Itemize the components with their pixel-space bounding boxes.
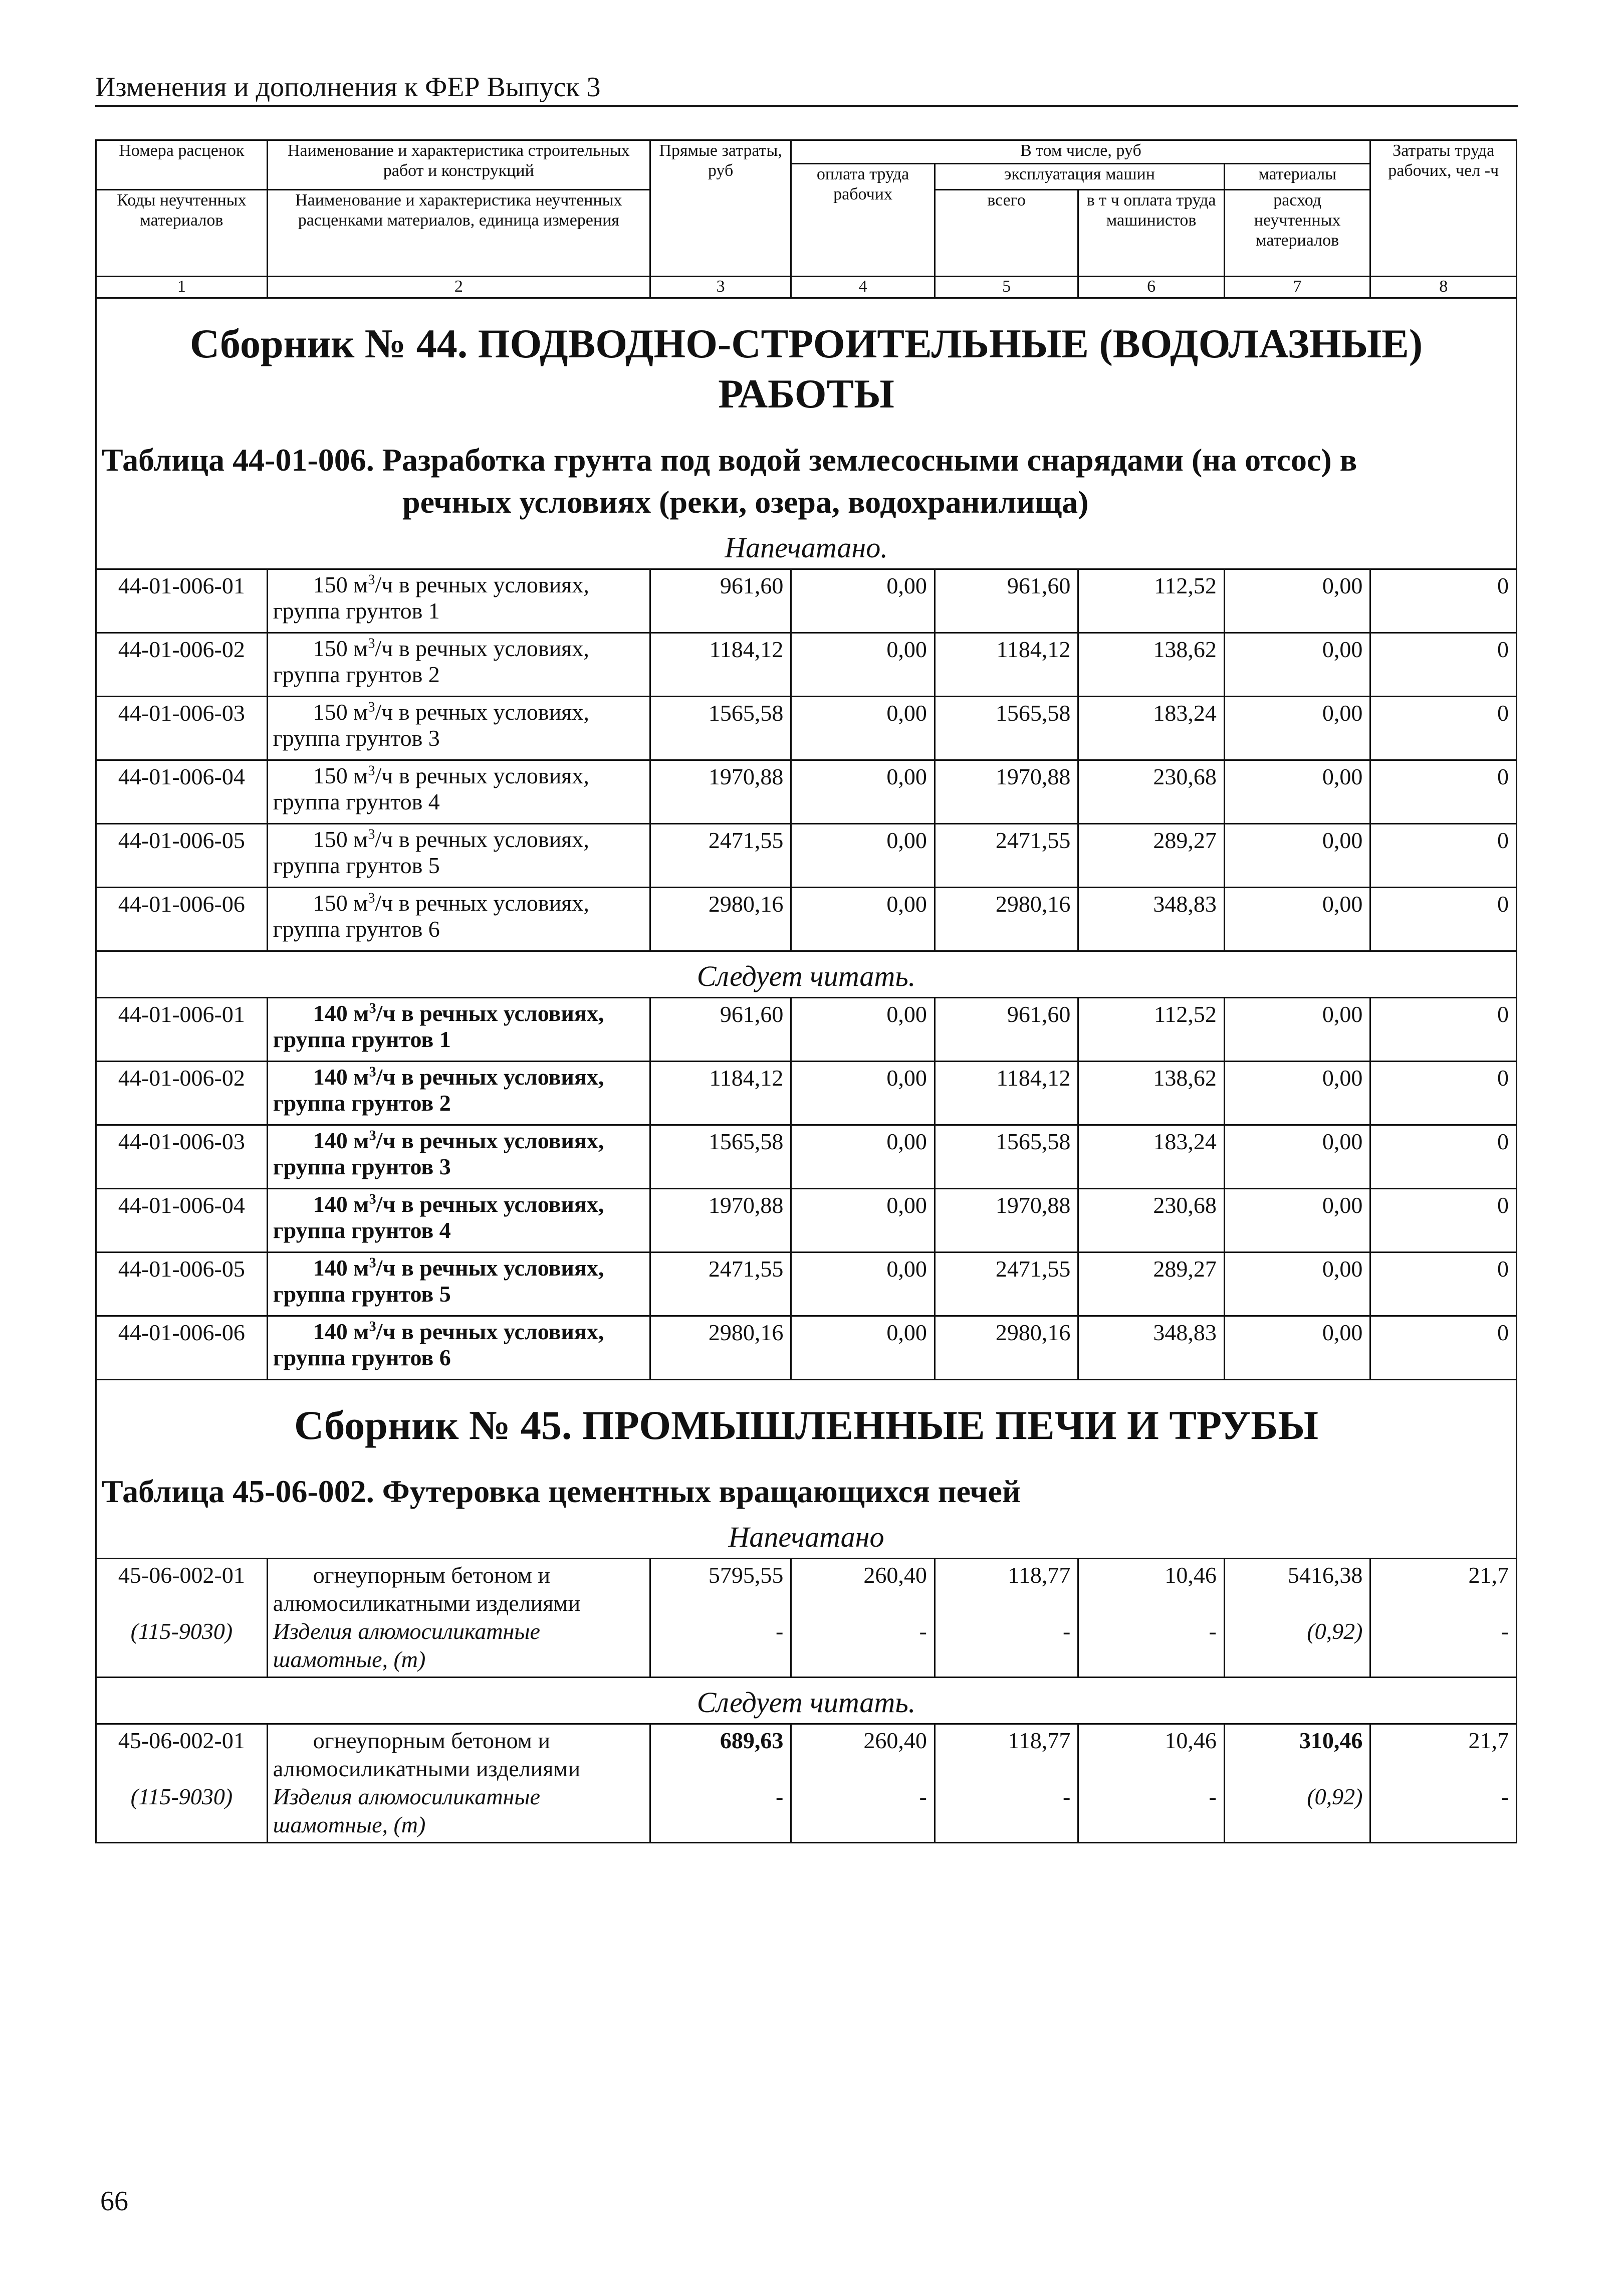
col8-header: Затраты труда рабочих, чел -ч	[1370, 140, 1517, 277]
work-description-line1	[273, 890, 644, 916]
material-row	[96, 1783, 1517, 1843]
machines-total: 2980,16	[935, 1316, 1078, 1380]
rate-code: 44-01-006-06	[96, 888, 268, 951]
direct-costs: 1970,88	[650, 760, 791, 824]
unit-rest: /ч в речных условиях,	[376, 1191, 604, 1217]
machines-total: 2471,55	[935, 824, 1078, 888]
table44-title	[102, 434, 1511, 523]
material-machinists-pay: -	[1078, 1783, 1225, 1843]
machinists-pay: 112,52	[1078, 998, 1225, 1062]
labor-pay: 0,00	[791, 569, 935, 633]
table-row	[96, 569, 1517, 633]
unit-exponent: 3	[368, 826, 375, 843]
labor-hours: 21,7	[1370, 1559, 1517, 1618]
read-label-45-cell	[96, 1678, 1517, 1724]
read-label-44: Следует читать.	[697, 960, 916, 992]
read-label-45: Следует читать.	[697, 1686, 916, 1719]
unit-m: м	[353, 699, 368, 725]
work-description-line2: группа грунтов 2	[273, 1090, 451, 1116]
materials-cost: 0,00	[1224, 697, 1370, 760]
labor-hours: 0	[1370, 1189, 1517, 1253]
rate-code: 44-01-006-02	[96, 633, 268, 697]
work-description-line2: алюмосиликатными изделиями	[273, 1756, 581, 1781]
material-description-line1: Изделия алюмосиликатные	[273, 1784, 540, 1809]
table-row	[96, 1559, 1517, 1618]
rate-code: 44-01-006-05	[96, 824, 268, 888]
machinists-pay: 10,46	[1078, 1559, 1225, 1618]
labor-pay: 0,00	[791, 998, 935, 1062]
unit-exponent: 3	[369, 1191, 376, 1207]
work-description	[267, 1559, 650, 1618]
qty-value: 150	[313, 636, 348, 661]
col3-header: Прямые затраты, руб	[650, 140, 791, 277]
labor-hours: 21,7	[1370, 1724, 1517, 1783]
section44-title-cell	[96, 298, 1517, 569]
machinists-pay: 138,62	[1078, 1062, 1225, 1125]
rate-code: 44-01-006-03	[96, 1125, 268, 1189]
direct-costs: 961,60	[650, 998, 791, 1062]
work-description-line1	[273, 699, 644, 725]
table44-title-line1: Таблица 44-01-006. Разработка грунта под водой землесосными снарядами (на отсос) в	[102, 442, 1357, 478]
direct-costs: 2471,55	[650, 824, 791, 888]
material-consumption: (0,92)	[1224, 1617, 1370, 1678]
printed-label-45: Напечатано	[728, 1521, 884, 1553]
materials-header: материалы	[1224, 164, 1370, 190]
unit-m: м	[353, 1064, 369, 1090]
unit-exponent: 3	[368, 572, 375, 588]
machines-total: 1565,58	[935, 697, 1078, 760]
direct-costs: 2980,16	[650, 888, 791, 951]
machines-total: 1565,58	[935, 1125, 1078, 1189]
rates-table	[95, 139, 1517, 1843]
unit-rest: /ч в речных условиях,	[375, 636, 589, 661]
labor-pay: 260,40	[791, 1724, 935, 1783]
unit-rest: /ч в речных условиях,	[376, 1255, 604, 1281]
materials-cost: 0,00	[1224, 1062, 1370, 1125]
unit-exponent: 3	[368, 763, 375, 779]
work-description	[267, 998, 650, 1062]
work-description	[267, 1062, 650, 1125]
work-description-line2: группа грунтов 2	[273, 662, 440, 687]
rate-code: 44-01-006-04	[96, 760, 268, 824]
qty-value: 150	[313, 572, 348, 597]
work-description	[267, 824, 650, 888]
work-description-line1	[273, 636, 644, 662]
labor-pay: 0,00	[791, 1062, 935, 1125]
work-description-line1	[273, 1255, 644, 1281]
col1-header-bottom: Коды неучтенных материалов	[96, 190, 268, 277]
col6-header: в т ч оплата труда машинистов	[1078, 190, 1225, 277]
section45-title-cell	[96, 1380, 1517, 1559]
qty-value: 150	[313, 826, 348, 852]
work-description	[267, 633, 650, 697]
table-row	[96, 633, 1517, 697]
labor-pay: 0,00	[791, 697, 935, 760]
machines-total: 961,60	[935, 569, 1078, 633]
work-description-line1: огнеупорным бетоном и	[313, 1562, 550, 1588]
table-row	[96, 1316, 1517, 1380]
labor-hours: 0	[1370, 1316, 1517, 1380]
machines-header: эксплуатация машин	[935, 164, 1224, 190]
materials-cost: 0,00	[1224, 1253, 1370, 1316]
unit-rest: /ч в речных условиях,	[375, 699, 589, 725]
column-numbers-row	[96, 277, 1517, 298]
running-header-text: Изменения и дополнения к ФЕР Выпуск 3	[95, 72, 601, 103]
machinists-pay: 183,24	[1078, 697, 1225, 760]
unit-m: м	[353, 636, 368, 661]
materials-cost: 310,46	[1224, 1724, 1370, 1783]
section44-title-row	[96, 298, 1517, 569]
unit-rest: /ч в речных условиях,	[375, 572, 589, 597]
col7-header: расход неучтенных материалов	[1224, 190, 1370, 277]
work-description-line2: группа грунтов 6	[273, 1345, 451, 1370]
table-row	[96, 888, 1517, 951]
machines-total: 1184,12	[935, 633, 1078, 697]
qty-value: 140	[313, 1319, 348, 1344]
work-description	[267, 1253, 650, 1316]
labor-pay: 260,40	[791, 1559, 935, 1618]
unit-exponent: 3	[369, 1064, 376, 1080]
machines-total: 1970,88	[935, 760, 1078, 824]
machinists-pay: 289,27	[1078, 824, 1225, 888]
table-row	[96, 824, 1517, 888]
work-description-line1	[273, 1319, 644, 1345]
labor-pay: 0,00	[791, 633, 935, 697]
unit-exponent: 3	[369, 1319, 376, 1335]
work-description	[267, 569, 650, 633]
work-description-line1	[273, 763, 644, 789]
unit-m: м	[353, 890, 368, 916]
direct-costs: 2471,55	[650, 1253, 791, 1316]
read-label-44-cell	[96, 951, 1517, 998]
unit-m: м	[353, 572, 368, 597]
material-machines-total: -	[935, 1783, 1078, 1843]
col-number-1: 1	[96, 277, 268, 298]
labor-pay: 0,00	[791, 760, 935, 824]
rate-code: 45-06-002-01	[96, 1559, 268, 1618]
table44-title-line2: речных условиях (реки, озера, водохранилища)	[402, 484, 1089, 520]
col4-header: оплата труда рабочих	[791, 164, 935, 277]
col-number-5: 5	[935, 277, 1078, 298]
table-row	[96, 760, 1517, 824]
machinists-pay: 348,83	[1078, 888, 1225, 951]
rate-code: 44-01-006-06	[96, 1316, 268, 1380]
col-number-7: 7	[1224, 277, 1370, 298]
direct-costs: 1565,58	[650, 697, 791, 760]
materials-cost: 0,00	[1224, 888, 1370, 951]
labor-hours: 0	[1370, 1062, 1517, 1125]
work-description-line2: группа грунтов 3	[273, 725, 440, 751]
read-label-44-row	[96, 951, 1517, 998]
labor-pay: 0,00	[791, 888, 935, 951]
work-description-line1	[273, 572, 644, 598]
work-description	[267, 760, 650, 824]
work-description	[267, 1316, 650, 1380]
section44-title: Сборник № 44. ПОДВОДНО-СТРОИТЕЛЬНЫЕ (ВОДОЛАЗНЫЕ) РАБОТЫ	[189, 321, 1423, 416]
unit-exponent: 3	[369, 1255, 376, 1271]
machinists-pay: 230,68	[1078, 760, 1225, 824]
materials-cost: 0,00	[1224, 760, 1370, 824]
col1-header-top: Номера расценок	[96, 140, 268, 190]
incl-header: В том числе, руб	[791, 140, 1370, 164]
direct-costs: 2980,16	[650, 1316, 791, 1380]
machines-total: 118,77	[935, 1559, 1078, 1618]
material-description-line2: шамотные, (т)	[273, 1812, 426, 1837]
machines-total: 961,60	[935, 998, 1078, 1062]
work-description-line2: группа грунтов 4	[273, 789, 440, 814]
material-labor-pay: -	[791, 1617, 935, 1678]
unit-m: м	[353, 826, 368, 852]
material-row	[96, 1617, 1517, 1678]
unit-rest: /ч в речных условиях,	[375, 890, 589, 916]
labor-hours: 0	[1370, 1253, 1517, 1316]
machinists-pay: 183,24	[1078, 1125, 1225, 1189]
machines-total: 1184,12	[935, 1062, 1078, 1125]
materials-cost: 0,00	[1224, 1189, 1370, 1253]
direct-costs: 1565,58	[650, 1125, 791, 1189]
labor-pay: 0,00	[791, 1125, 935, 1189]
machines-total: 2980,16	[935, 888, 1078, 951]
labor-hours: 0	[1370, 824, 1517, 888]
unit-m: м	[353, 1000, 369, 1026]
materials-cost: 0,00	[1224, 998, 1370, 1062]
rate-code: 44-01-006-04	[96, 1189, 268, 1253]
work-description-line2: группа грунтов 6	[273, 916, 440, 942]
materials-cost: 0,00	[1224, 1316, 1370, 1380]
material-code: (115-9030)	[96, 1783, 268, 1843]
work-description-line2: группа грунтов 4	[273, 1217, 451, 1243]
labor-pay: 0,00	[791, 1189, 935, 1253]
unit-rest: /ч в речных условиях,	[375, 763, 589, 788]
material-labor-hours: -	[1370, 1617, 1517, 1678]
direct-costs: 1184,12	[650, 633, 791, 697]
work-description-line2: группа грунтов 3	[273, 1154, 451, 1179]
material-code: (115-9030)	[96, 1617, 268, 1678]
unit-rest: /ч в речных условиях,	[376, 1128, 604, 1153]
col-number-8: 8	[1370, 277, 1517, 298]
unit-m: м	[353, 1255, 369, 1281]
rate-code: 44-01-006-01	[96, 998, 268, 1062]
work-description	[267, 697, 650, 760]
qty-value: 150	[313, 890, 348, 916]
materials-cost: 0,00	[1224, 824, 1370, 888]
labor-hours: 0	[1370, 998, 1517, 1062]
labor-hours: 0	[1370, 1125, 1517, 1189]
work-description-line2: группа грунтов 5	[273, 853, 440, 878]
machines-total: 2471,55	[935, 1253, 1078, 1316]
unit-rest: /ч в речных условиях,	[376, 1064, 604, 1090]
machinists-pay: 138,62	[1078, 633, 1225, 697]
table-row	[96, 1125, 1517, 1189]
work-description-line2: группа грунтов 1	[273, 1026, 451, 1052]
work-description-line2: группа грунтов 1	[273, 598, 440, 623]
unit-m: м	[353, 1128, 369, 1153]
machinists-pay: 348,83	[1078, 1316, 1225, 1380]
qty-value: 140	[313, 1064, 348, 1090]
col5-header: всего	[935, 190, 1078, 277]
col2-header-top: Наименование и характеристика строительных работ и конструкций	[267, 140, 650, 190]
rate-code: 44-01-006-02	[96, 1062, 268, 1125]
rate-code: 44-01-006-05	[96, 1253, 268, 1316]
material-machines-total: -	[935, 1617, 1078, 1678]
running-header	[95, 70, 1518, 107]
work-description-line1: огнеупорным бетоном и	[313, 1728, 550, 1753]
labor-pay: 0,00	[791, 1316, 935, 1380]
work-description	[267, 888, 650, 951]
labor-hours: 0	[1370, 888, 1517, 951]
machinists-pay: 10,46	[1078, 1724, 1225, 1783]
section45-title: Сборник № 45. ПРОМЫШЛЕННЫЕ ПЕЧИ И ТРУБЫ	[294, 1402, 1318, 1448]
machines-total: 118,77	[935, 1724, 1078, 1783]
header-row-1	[96, 140, 1517, 164]
unit-m: м	[353, 1319, 369, 1344]
machinists-pay: 112,52	[1078, 569, 1225, 633]
work-description-line1	[273, 1191, 644, 1217]
material-description	[267, 1617, 650, 1678]
work-description-line1	[273, 1064, 644, 1090]
rate-code: 45-06-002-01	[96, 1724, 268, 1783]
labor-hours: 0	[1370, 633, 1517, 697]
qty-value: 140	[313, 1191, 348, 1217]
table-row	[96, 1724, 1517, 1783]
unit-rest: /ч в речных условиях,	[376, 1000, 604, 1026]
material-description	[267, 1783, 650, 1843]
direct-costs: 689,63	[650, 1724, 791, 1783]
unit-rest: /ч в речных условиях,	[375, 826, 589, 852]
table-row	[96, 1189, 1517, 1253]
work-description	[267, 1125, 650, 1189]
machinists-pay: 289,27	[1078, 1253, 1225, 1316]
labor-pay: 0,00	[791, 1253, 935, 1316]
material-description-line2: шамотные, (т)	[273, 1646, 426, 1672]
unit-exponent: 3	[368, 636, 375, 652]
table-row	[96, 697, 1517, 760]
materials-cost: 5416,38	[1224, 1559, 1370, 1618]
direct-costs: 5795,55	[650, 1559, 791, 1618]
unit-m: м	[353, 763, 368, 788]
qty-value: 150	[313, 699, 348, 725]
qty-value: 140	[313, 1128, 348, 1153]
unit-m: м	[353, 1191, 369, 1217]
materials-cost: 0,00	[1224, 633, 1370, 697]
material-description-line1: Изделия алюмосиликатные	[273, 1618, 540, 1644]
table-row	[96, 1253, 1517, 1316]
material-labor-pay: -	[791, 1783, 935, 1843]
qty-value: 140	[313, 1255, 348, 1281]
col-number-3: 3	[650, 277, 791, 298]
direct-costs: 1970,88	[650, 1189, 791, 1253]
material-direct-costs: -	[650, 1617, 791, 1678]
col-number-2: 2	[267, 277, 650, 298]
unit-rest: /ч в речных условиях,	[376, 1319, 604, 1344]
work-description-line1	[273, 826, 644, 853]
labor-hours: 0	[1370, 569, 1517, 633]
section45-title-row	[96, 1380, 1517, 1559]
material-direct-costs: -	[650, 1783, 791, 1843]
materials-cost: 0,00	[1224, 569, 1370, 633]
materials-cost: 0,00	[1224, 1125, 1370, 1189]
table-row	[96, 1062, 1517, 1125]
material-machinists-pay: -	[1078, 1617, 1225, 1678]
machines-total: 1970,88	[935, 1189, 1078, 1253]
col-number-4: 4	[791, 277, 935, 298]
work-description	[267, 1189, 650, 1253]
unit-exponent: 3	[368, 890, 375, 906]
direct-costs: 961,60	[650, 569, 791, 633]
material-labor-hours: -	[1370, 1783, 1517, 1843]
work-description-line2: группа грунтов 5	[273, 1281, 451, 1307]
material-consumption: (0,92)	[1224, 1783, 1370, 1843]
col2-header-bottom: Наименование и характеристика неучтенных расценками материалов, единица измерения	[267, 190, 650, 277]
unit-exponent: 3	[369, 1128, 376, 1144]
qty-value: 150	[313, 763, 348, 788]
work-description-line1	[273, 1128, 644, 1154]
printed-label-44: Напечатано.	[725, 531, 888, 564]
rate-code: 44-01-006-03	[96, 697, 268, 760]
unit-exponent: 3	[368, 699, 375, 715]
labor-hours: 0	[1370, 760, 1517, 824]
page-number: 66	[100, 2186, 128, 2217]
qty-value: 140	[313, 1000, 348, 1026]
work-description-line1	[273, 1000, 644, 1026]
col-number-6: 6	[1078, 277, 1225, 298]
unit-exponent: 3	[369, 1000, 376, 1016]
labor-pay: 0,00	[791, 824, 935, 888]
table45-title: Таблица 45-06-002. Футеровка цементных вращающихся печей	[102, 1474, 1021, 1509]
table-row	[96, 998, 1517, 1062]
work-description	[267, 1724, 650, 1783]
direct-costs: 1184,12	[650, 1062, 791, 1125]
rate-code: 44-01-006-01	[96, 569, 268, 633]
work-description-line2: алюмосиликатными изделиями	[273, 1590, 581, 1616]
machinists-pay: 230,68	[1078, 1189, 1225, 1253]
read-label-45-row	[96, 1678, 1517, 1724]
labor-hours: 0	[1370, 697, 1517, 760]
